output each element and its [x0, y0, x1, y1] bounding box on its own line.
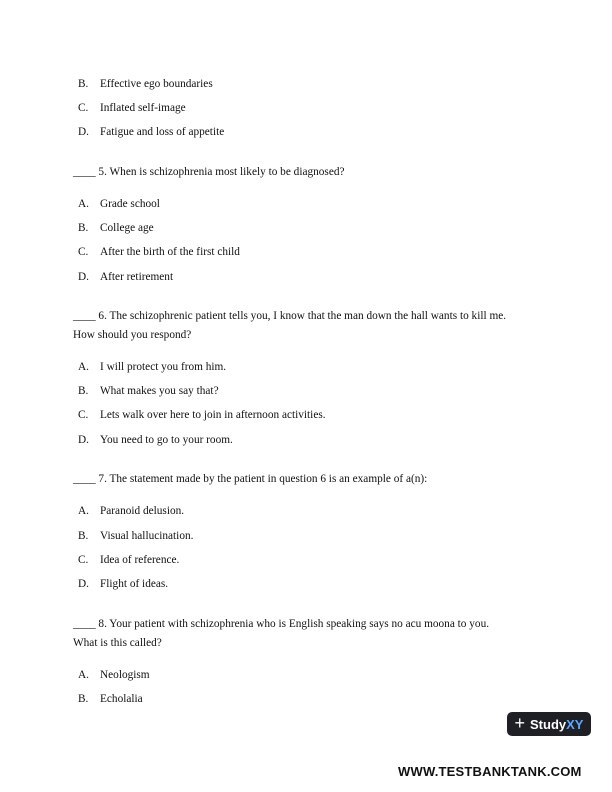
question-8-prompt-line-1: ____ 8. Your patient with schizophrenia who is English speaking says no acu moona to you. [73, 618, 490, 630]
option-letter: A. [78, 669, 89, 681]
footer-url: WWW.TESTBANKTANK.COM [398, 764, 582, 779]
option-text: Grade school [100, 198, 160, 210]
option-text: Flight of ideas. [100, 578, 169, 590]
option-letter: C. [78, 102, 89, 114]
plus-icon: + [514, 713, 526, 733]
option-text: Paranoid delusion. [100, 505, 185, 517]
logo-study: Study [530, 716, 567, 732]
question-8-prompt-line-2: What is this called? [73, 637, 162, 649]
option-letter: C. [78, 409, 89, 421]
option-text: Idea of reference. [100, 554, 180, 566]
option-letter: A. [78, 198, 89, 210]
option-letter: D. [78, 126, 89, 138]
option-letter: B. [78, 385, 89, 397]
question-6-prompt-line-1: ____ 6. The schizophrenic patient tells you, I know that the man down the hall wants to kill me. [73, 310, 507, 322]
option-text: Effective ego boundaries [100, 78, 213, 90]
option-text: Lets walk over here to join in afternoon activities. [100, 409, 326, 421]
question-7-prompt: ____ 7. The statement made by the patient in question 6 is an example of a(n): [73, 473, 428, 485]
option-text: You need to go to your room. [100, 434, 233, 446]
option-letter: B. [78, 222, 89, 234]
option-text: Neologism [100, 669, 150, 681]
option-letter: C. [78, 246, 89, 258]
option-letter: B. [78, 693, 89, 705]
option-letter: D. [78, 434, 89, 446]
option-text: Echolalia [100, 693, 143, 705]
option-letter: D. [78, 271, 89, 283]
option-text: What makes you say that? [100, 385, 219, 397]
studyxy-logo[interactable] [507, 712, 591, 736]
option-letter: A. [78, 361, 89, 373]
option-text: I will protect you from him. [100, 361, 227, 373]
logo-xy: XY [566, 716, 584, 732]
option-text: After the birth of the first child [100, 246, 240, 258]
question-5-prompt: ____ 5. When is schizophrenia most likely to be diagnosed? [73, 166, 345, 178]
logo-text [530, 717, 583, 732]
option-text: College age [100, 222, 154, 234]
option-text: Inflated self-image [100, 102, 186, 114]
option-letter: B. [78, 530, 89, 542]
question-6-prompt-line-2: How should you respond? [73, 329, 192, 341]
option-letter: A. [78, 505, 89, 517]
option-text: Visual hallucination. [100, 530, 194, 542]
option-text: After retirement [100, 271, 174, 283]
option-letter: C. [78, 554, 89, 566]
option-letter: D. [78, 578, 89, 590]
option-letter: B. [78, 78, 89, 90]
option-text: Fatigue and loss of appetite [100, 126, 225, 138]
